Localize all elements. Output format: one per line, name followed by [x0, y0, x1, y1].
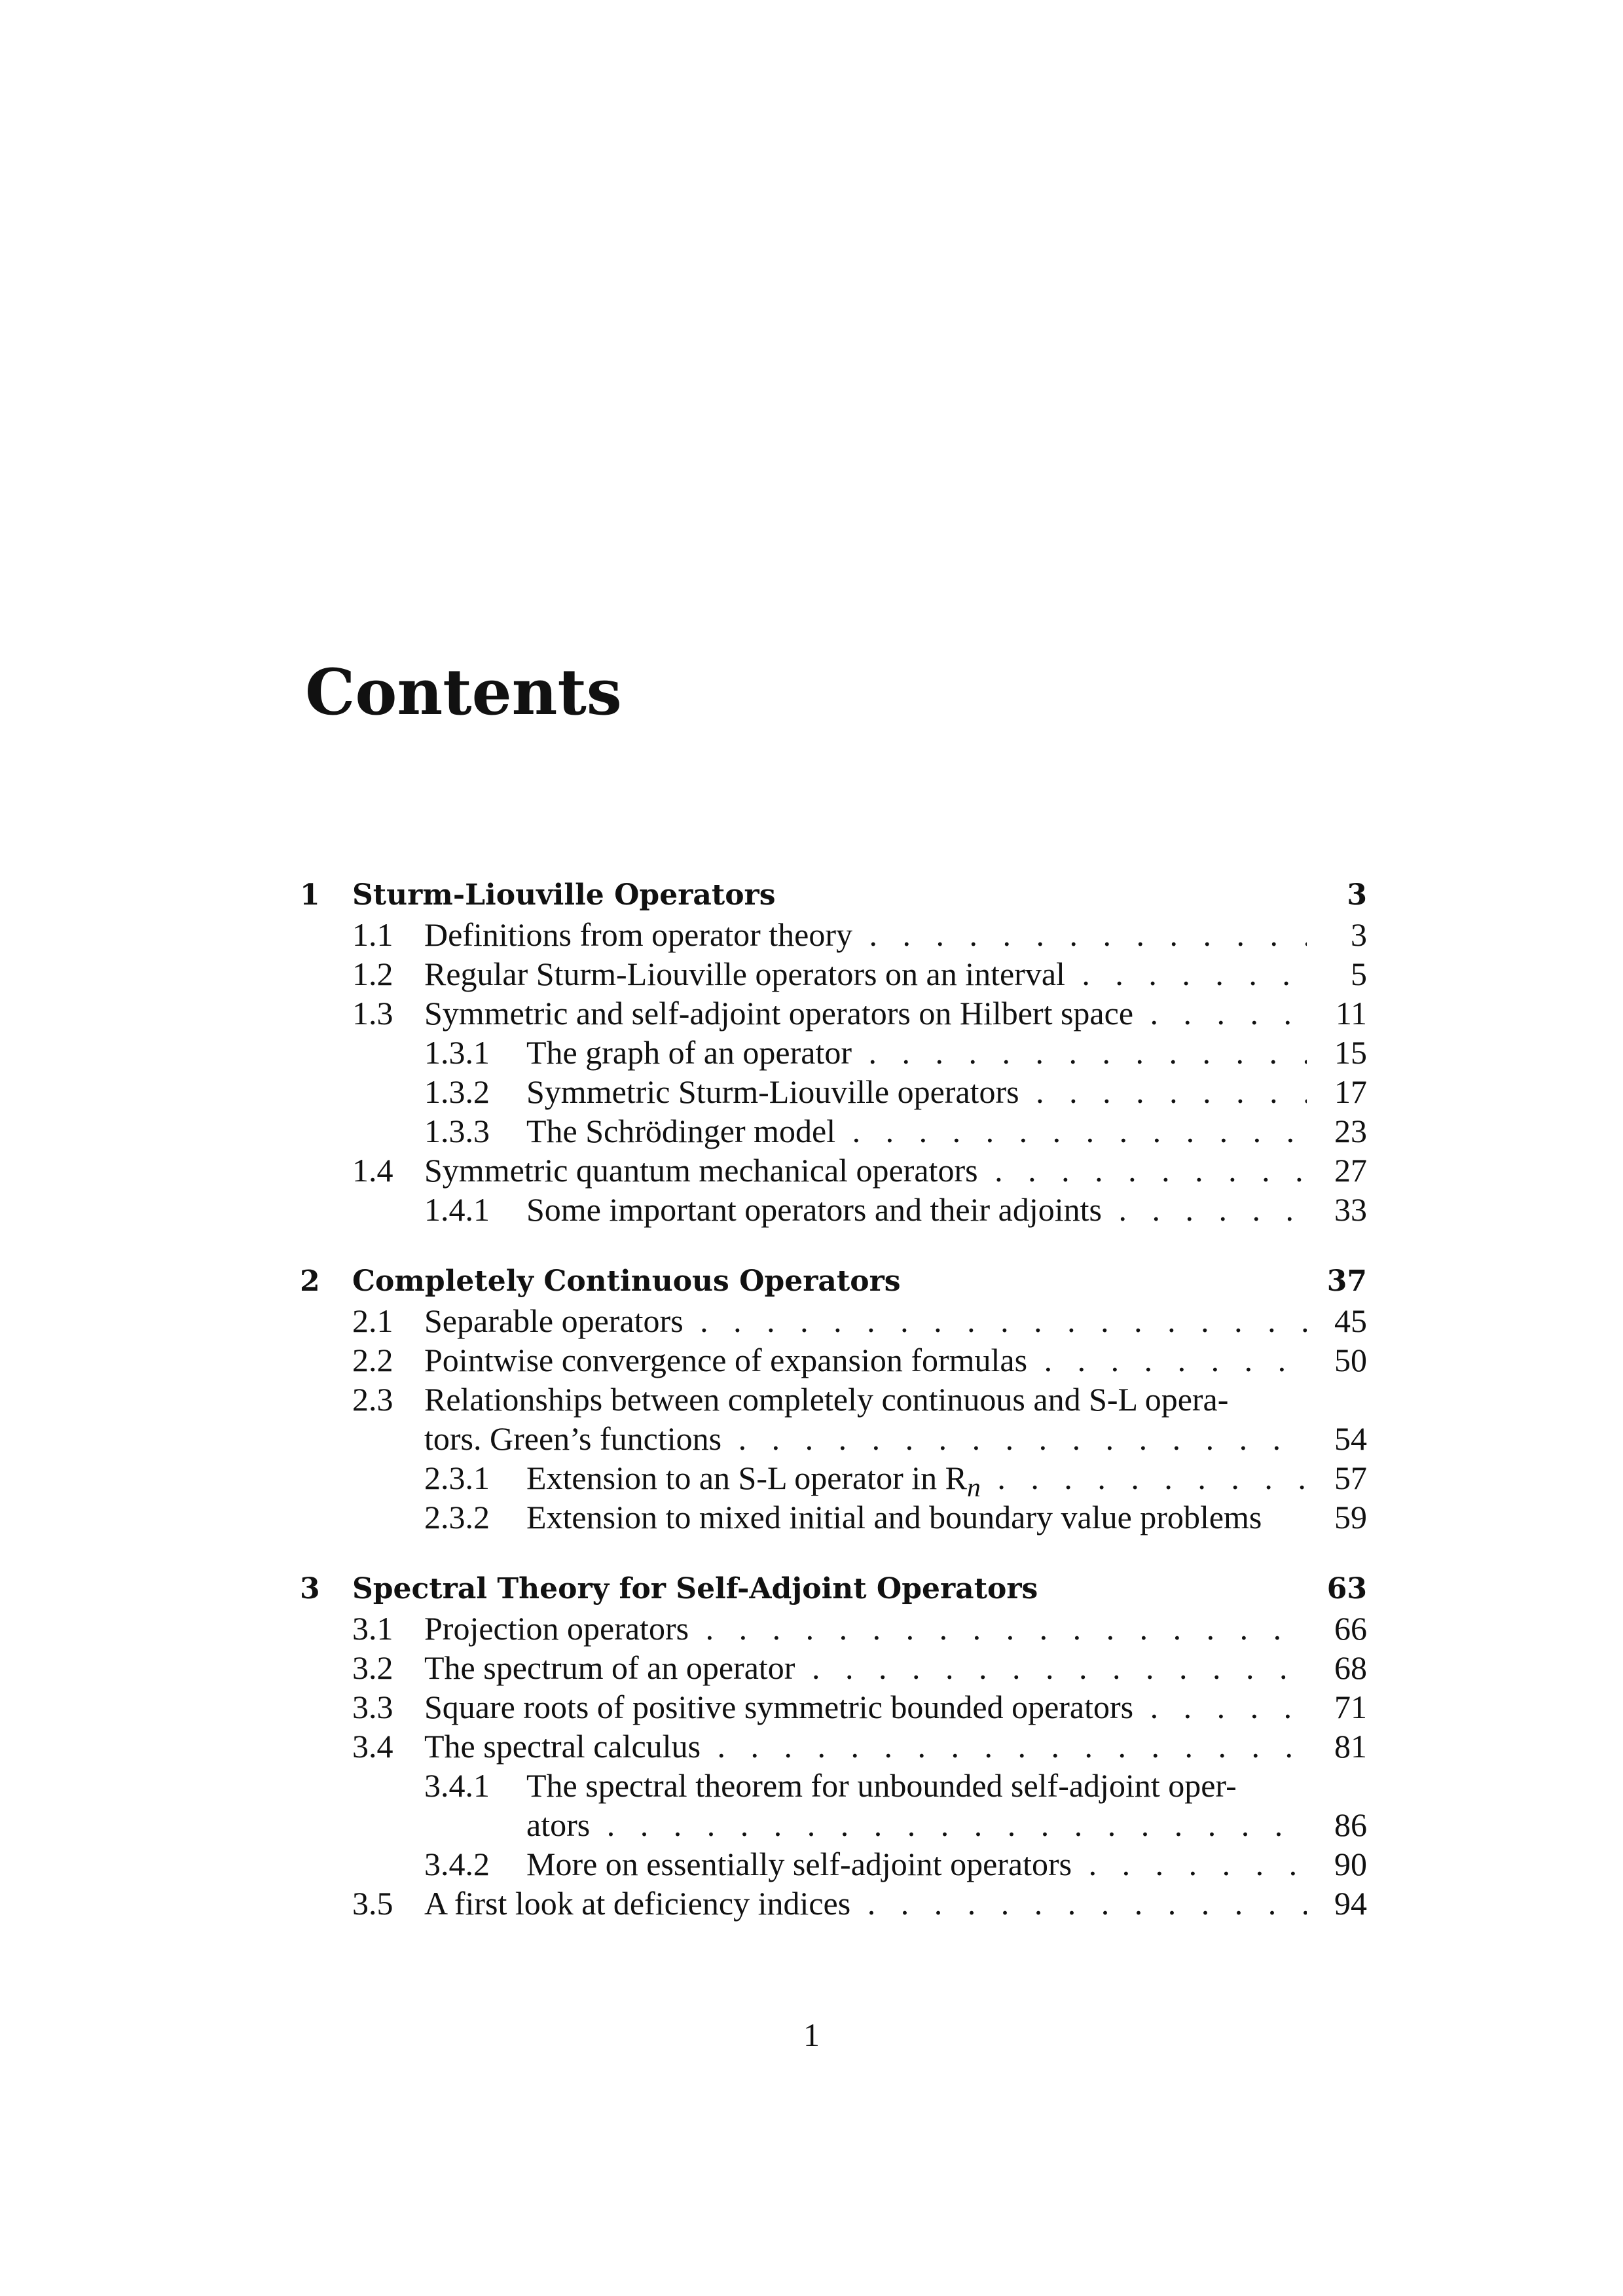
page-number: 50 — [1334, 1342, 1367, 1378]
subsection-title-wrap — [526, 1190, 1307, 1229]
page-number: 15 — [1334, 1034, 1367, 1071]
toc-entry[interactable] — [300, 994, 1367, 1033]
chapter-heading[interactable] — [300, 1570, 1367, 1609]
leader-dots — [1072, 1846, 1307, 1882]
section-number: 1.1 — [352, 916, 393, 953]
section-number: 3.5 — [352, 1885, 393, 1922]
toc-entry[interactable] — [300, 1609, 1367, 1648]
section-title-wrap — [424, 915, 1307, 954]
toc-entry[interactable] — [300, 1884, 1367, 1923]
subsection-title-wrap — [526, 1072, 1307, 1111]
page-number: 33 — [1334, 1191, 1367, 1228]
page-number: 3 — [1347, 878, 1367, 912]
section-title: Square roots of positive symmetric bounded operators — [424, 1689, 1134, 1725]
subsection-number: 1.3.2 — [424, 1073, 490, 1110]
subsection-title-wrap — [526, 1033, 1307, 1072]
section-title-wrap — [424, 1340, 1307, 1380]
page-number: 59 — [1334, 1499, 1367, 1535]
section-title-wrap — [424, 1687, 1307, 1727]
section-number: 2.2 — [352, 1342, 393, 1378]
chapter-heading[interactable] — [300, 876, 1367, 915]
section-title-wrap — [424, 1648, 1307, 1687]
subscript: n — [967, 1473, 981, 1503]
subsection-title: More on essentially self-adjoint operators — [526, 1846, 1072, 1882]
subsection-number: 1.3.3 — [424, 1113, 490, 1149]
leader-dots — [852, 1034, 1307, 1071]
toc-entry[interactable] — [300, 1340, 1367, 1380]
leader-dots — [1133, 1689, 1307, 1725]
section-number: 3.2 — [352, 1649, 393, 1686]
subsection-number: 3.4.2 — [424, 1846, 490, 1882]
leader-dots — [1133, 995, 1307, 1031]
section-title-wrap — [424, 994, 1307, 1033]
chapter-2 — [300, 1262, 1367, 1537]
chapter-heading[interactable] — [300, 1262, 1367, 1301]
leader-dots — [684, 1302, 1307, 1339]
toc-entry[interactable] — [300, 1380, 1367, 1458]
section-number: 1.4 — [352, 1152, 393, 1189]
toc-entry[interactable] — [300, 1301, 1367, 1340]
leader-dots — [590, 1806, 1307, 1843]
section-title-wrap — [424, 1380, 1307, 1458]
section-title: Symmetric quantum mechanical operators — [424, 1152, 978, 1189]
page-number: 94 — [1334, 1885, 1367, 1922]
toc-entry[interactable] — [300, 1072, 1367, 1111]
page-number: 63 — [1326, 1572, 1367, 1605]
section-title-line-1: Relationships between completely continuous and S-L opera- — [424, 1381, 1229, 1418]
chapter-1 — [300, 876, 1367, 1229]
leader-dots — [721, 1420, 1307, 1457]
chapter-title: Spectral Theory for Self-Adjoint Operators — [352, 1572, 1038, 1605]
section-title-wrap — [424, 954, 1307, 994]
page-number: 3 — [1351, 916, 1367, 953]
subsection-number: 3.4.1 — [424, 1767, 490, 1804]
page-number: 90 — [1334, 1846, 1367, 1882]
page-number: 37 — [1326, 1265, 1367, 1298]
leader-dots — [1102, 1191, 1307, 1228]
subsection-title: Extension to mixed initial and boundary value problems — [526, 1499, 1262, 1535]
toc-entry[interactable] — [300, 1190, 1367, 1229]
leader-dots — [981, 1460, 1307, 1496]
subsection-title-wrap — [526, 1844, 1307, 1884]
subsection-title-wrap — [526, 1111, 1307, 1151]
subsection-title-wrap — [526, 1766, 1307, 1844]
section-number: 2.3 — [352, 1381, 393, 1418]
leader-dots — [1027, 1342, 1307, 1378]
subsection-title: Extension to an S-L operator in R — [526, 1460, 968, 1496]
subsection-title-wrap — [526, 1498, 1307, 1537]
page-number: 23 — [1334, 1113, 1367, 1149]
subsection-title-line-1: The spectral theorem for unbounded self-adjoint oper- — [526, 1767, 1237, 1804]
toc-entry[interactable] — [300, 1111, 1367, 1151]
page-number: 86 — [1334, 1806, 1367, 1843]
subsection-number: 2.3.2 — [424, 1499, 490, 1535]
subsection-number: 1.3.1 — [424, 1034, 490, 1071]
page-number: 81 — [1334, 1728, 1367, 1765]
chapter-title: Sturm-Liouville Operators — [352, 878, 776, 912]
page-number: 17 — [1334, 1073, 1367, 1110]
chapter-number: 2 — [300, 1265, 320, 1298]
section-title: A first look at deficiency indices — [424, 1885, 851, 1922]
toc-entry[interactable] — [300, 1498, 1367, 1537]
section-title-wrap — [424, 1151, 1307, 1190]
leader-dots — [1065, 956, 1307, 992]
section-number: 1.3 — [352, 995, 393, 1031]
table-of-contents — [300, 876, 1367, 1956]
page-number: 5 — [1351, 956, 1367, 992]
subsection-title: Symmetric Sturm-Liouville operators — [526, 1073, 1019, 1110]
chapter-title: Completely Continuous Operators — [352, 1265, 901, 1298]
page-number: 68 — [1334, 1649, 1367, 1686]
section-number: 3.4 — [352, 1728, 393, 1765]
toc-entry[interactable] — [300, 1687, 1367, 1727]
leader-dots — [795, 1649, 1307, 1686]
section-title: Definitions from operator theory — [424, 916, 852, 953]
page-number: 11 — [1335, 995, 1367, 1031]
subsection-title: The graph of an operator — [526, 1034, 852, 1071]
chapter-number: 1 — [300, 878, 320, 912]
leader-dots — [978, 1152, 1307, 1189]
section-title-wrap — [424, 1609, 1307, 1648]
section-title: Separable operators — [424, 1302, 684, 1339]
section-title: Regular Sturm-Liouville operators on an interval — [424, 956, 1065, 992]
toc-entry[interactable] — [300, 1648, 1367, 1687]
section-title: Symmetric and self-adjoint operators on Hilbert space — [424, 995, 1134, 1031]
subsection-number: 1.4.1 — [424, 1191, 490, 1228]
chapter-3 — [300, 1570, 1367, 1923]
section-title: The spectrum of an operator — [424, 1649, 795, 1686]
section-number: 3.3 — [352, 1689, 393, 1725]
page-number: 27 — [1334, 1152, 1367, 1189]
subsection-title-line-2-wrap — [526, 1805, 1307, 1844]
section-number: 2.1 — [352, 1302, 393, 1339]
toc-entry[interactable] — [300, 1151, 1367, 1190]
page-number: 57 — [1334, 1460, 1367, 1496]
leader-dots — [835, 1113, 1307, 1149]
section-title-wrap — [424, 1301, 1307, 1340]
page-title: Contents — [305, 655, 622, 729]
toc-entry[interactable] — [300, 1766, 1367, 1844]
section-title-wrap — [424, 1884, 1307, 1923]
toc-entry[interactable] — [300, 954, 1367, 994]
toc-entry[interactable] — [300, 1033, 1367, 1072]
subsection-title: Some important operators and their adjoints — [526, 1191, 1102, 1228]
section-title-wrap — [424, 1727, 1307, 1766]
page-folio: 1 — [803, 2017, 820, 2053]
leader-dots — [852, 916, 1307, 953]
section-title: Pointwise convergence of expansion formulas — [424, 1342, 1028, 1378]
section-title: Projection operators — [424, 1610, 689, 1647]
subsection-title-line-2: ators — [526, 1806, 591, 1843]
chapter-number: 3 — [300, 1572, 320, 1605]
section-number: 1.2 — [352, 956, 393, 992]
section-number: 3.1 — [352, 1610, 393, 1647]
toc-entry[interactable] — [300, 1727, 1367, 1766]
subsection-title: The Schrödinger model — [526, 1113, 836, 1149]
page-number: 66 — [1334, 1610, 1367, 1647]
leader-dots — [1019, 1073, 1307, 1110]
leader-dots — [701, 1728, 1307, 1765]
page-number: 45 — [1334, 1302, 1367, 1339]
leader-dots — [850, 1885, 1307, 1922]
section-title-line-2: tors. Green’s functions — [424, 1420, 722, 1457]
toc-entry[interactable] — [300, 1844, 1367, 1884]
toc-entry[interactable] — [300, 915, 1367, 954]
subsection-number: 2.3.1 — [424, 1460, 490, 1496]
page-number: 54 — [1334, 1420, 1367, 1457]
page-number: 71 — [1334, 1689, 1367, 1725]
toc-entry[interactable] — [300, 1458, 1367, 1503]
leader-dots — [689, 1610, 1307, 1647]
section-title: The spectral calculus — [424, 1728, 701, 1765]
section-title-line-2-wrap — [424, 1419, 1307, 1458]
